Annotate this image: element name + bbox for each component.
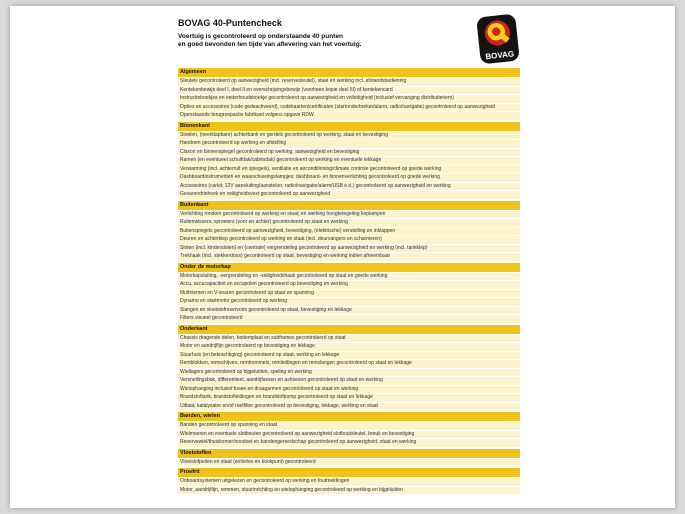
check-item-row: Banden gecontroleerd op spanning en staat <box>178 422 520 430</box>
check-item-row: Dashboardinstrumenten en waarschuwingslampjes; dashboard- en binnenverlichting gecontroleerd op goede werking <box>178 174 520 182</box>
check-item-row: Gevarendriehoek en veiligheidsvest gecontroleerd op aanwezigheid <box>178 191 520 199</box>
check-item-row: Sleutels gecontroleerd op aanwezigheid (incl. reservesleutel), staat en werking incl. afstandsbediening <box>178 78 520 86</box>
check-item-row: Uitlaat, katalysator en/of roetfilter gecontroleerd op bevestiging, lekkage, werking en staat <box>178 403 520 411</box>
check-item-row: Kentekenbewijs deel I, deel II en overschrijvingsbewijs (voorheen kopie deel III) of kentekencard <box>178 87 520 95</box>
subtitle-line-1: Voertuig is gecontroleerd op onderstaande 40 punten <box>178 33 343 40</box>
document-content <box>178 6 520 508</box>
check-item-row: Accu, accucapaciteit en accupolen gecontroleerd op bevestiging en werking <box>178 281 520 289</box>
check-item-row: Remblokken, remschijven, remtrommels, remleidingen en remslangen gecontroleerd op staat en lekkage <box>178 360 520 368</box>
logo-wordmark: BOVAG <box>484 49 515 62</box>
check-item-row: Reservewiel/thuiskomer/noodset en bandengereedschap gecontroleerd op aanwezigheid, staat en werking <box>178 439 520 447</box>
check-item-row: Ramen (en eventueel schuifdak/cabriodak) gecontroleerd op werking en eventuele lekkage <box>178 157 520 165</box>
check-item-row: Motorkapsluiting, -vergrendeling en -veiligheidshaak gecontroleerd op staat en goede werking <box>178 273 520 281</box>
check-item-row: Accessoires (carkit, 12V aansluiting/aansteker, radio/navigatie/alarm/USB e.d.) gecontroleerd op aanwezigheid en werking <box>178 183 520 191</box>
check-item-row: Filters visueel gecontroleerd <box>178 315 520 323</box>
check-item-row: Instructieboekjes en onderhoudsboekje gecontroleerd op aanwezigheid en volledigheid (inclusief vervanging distributieriem) <box>178 95 520 103</box>
check-item-row: Claxon en binnenspiegel gecontroleerd op werking, aanwezigheid en bevestiging <box>178 149 520 157</box>
bovag-logo <box>476 13 521 65</box>
document-page <box>10 6 675 508</box>
check-item-row: Ruitenwissers, sproeiers (voor en achter) gecontroleerd op staat en werking <box>178 219 520 227</box>
section-header: Onder de motorkap <box>178 263 520 272</box>
check-item-row: Deuren en achterklep gecontroleerd op werking en staat (incl. deurvangers en scharnieren) <box>178 236 520 244</box>
check-item-row: Handrem gecontroleerd op werking en afstelling <box>178 140 520 148</box>
check-item-row: Wiellagers gecontroleerd op bijgeluiden, speling en werking <box>178 369 520 377</box>
section-header: Vloeistoffen <box>178 449 520 458</box>
check-item-row: Slangen en vloeistofreservoirs gecontroleerd op staat, bevestiging en lekkage <box>178 307 520 315</box>
check-item-row: Stuurhuis (en bekrachtiging) gecontroleerd op staat, werking en lekkage <box>178 352 520 360</box>
page-title: BOVAG 40-Puntencheck <box>178 18 282 28</box>
check-item-row: Brandstoftank, brandstofleidingen en brandstofpomp gecontroleerd op staat en lekkage <box>178 394 520 402</box>
check-item-row: Sloten (incl. kindersloten) en (centrale) vergrendeling gecontroleerd op aanwezigheid en werking (incl. tankklep) <box>178 245 520 253</box>
section-header: Banden, wielen <box>178 412 520 421</box>
checklist <box>178 68 520 494</box>
check-item-row: Verwarming (incl. achterruit en spiegels), ventilatie en airconditioning/climate controle gecontroleerd op goede werking <box>178 166 520 174</box>
check-item-row: Wielmoeren en eventuele slotbouten gecontroleerd op aanwezigheid slotboutsleutel, breuk en bevestiging <box>178 431 520 439</box>
check-item-row: Opties en accessoires (code gedeactiveerd), codekaarten/certificaten (startonderbreker/alarm, radio/navigatie) gecontroleerd op aanwezigheid <box>178 104 520 112</box>
section-header: Algemeen <box>178 68 520 77</box>
check-item-row: Wielophanging inclusief fusee en draagarmen gecontroleerd op staat en werking <box>178 386 520 394</box>
check-item-row: Dynamo en startmotor gecontroleerd op werking <box>178 298 520 306</box>
subtitle-line-2: en goed bevonden ten tijde van aflevering van het voertuig. <box>178 41 362 48</box>
check-item-row: Motor en aandrijflijn gecontroleerd op bevestiging en lekkage <box>178 343 520 351</box>
section-header: Proefrit <box>178 468 520 477</box>
check-item-row: Chassis dragende delen, bodemplaat en subframes gecontroleerd op staat <box>178 335 520 343</box>
check-item-row: Buitenspiegels gecontroleerd op aanwezigheid, bevestiging, (elektrische) verstelling en inklappen <box>178 228 520 236</box>
check-item-row: Motor, aandrijflijn, remmen, stuurinrichting en wielophanging gecontroleerd op werking en bijgeluiden <box>178 487 520 495</box>
page-subtitle <box>178 33 428 49</box>
check-item-row: Versnellingsbak, differentieel, aandrijfassen en ashoezen gecontroleerd op staat en werking <box>178 377 520 385</box>
bovag-logo-graphic <box>476 13 521 65</box>
check-item-row: Multiriemen en V-snaren gecontroleerd op staat en spanning <box>178 290 520 298</box>
section-header: Buitenkant <box>178 201 520 210</box>
check-item-row: Stoelen, (neerklapbare) achterbank en gordels gecontroleerd op werking, staat en bevestiging <box>178 132 520 140</box>
check-item-row: Onboardsystemen uitgelezen en gecontroleerd op werking en foutmeldingen <box>178 478 520 486</box>
section-header: Binnenkant <box>178 122 520 131</box>
check-item-row: Trekhaak (incl. stekkerdoos) gecontroleerd op staat, bevestiging en werking indien afneembaar <box>178 253 520 261</box>
check-item-row: Verlichting rondom gecontroleerd op werking en staat; en werking hoogteregeling koplampen <box>178 211 520 219</box>
check-item-row: Vloeistofpeilen en staat (antivries en kookpunt) gecontroleerd <box>178 459 520 467</box>
check-item-row: Openstaande terugroepactie fabrikant volgens opgave RDW <box>178 112 520 120</box>
section-header: Onderkant <box>178 325 520 334</box>
